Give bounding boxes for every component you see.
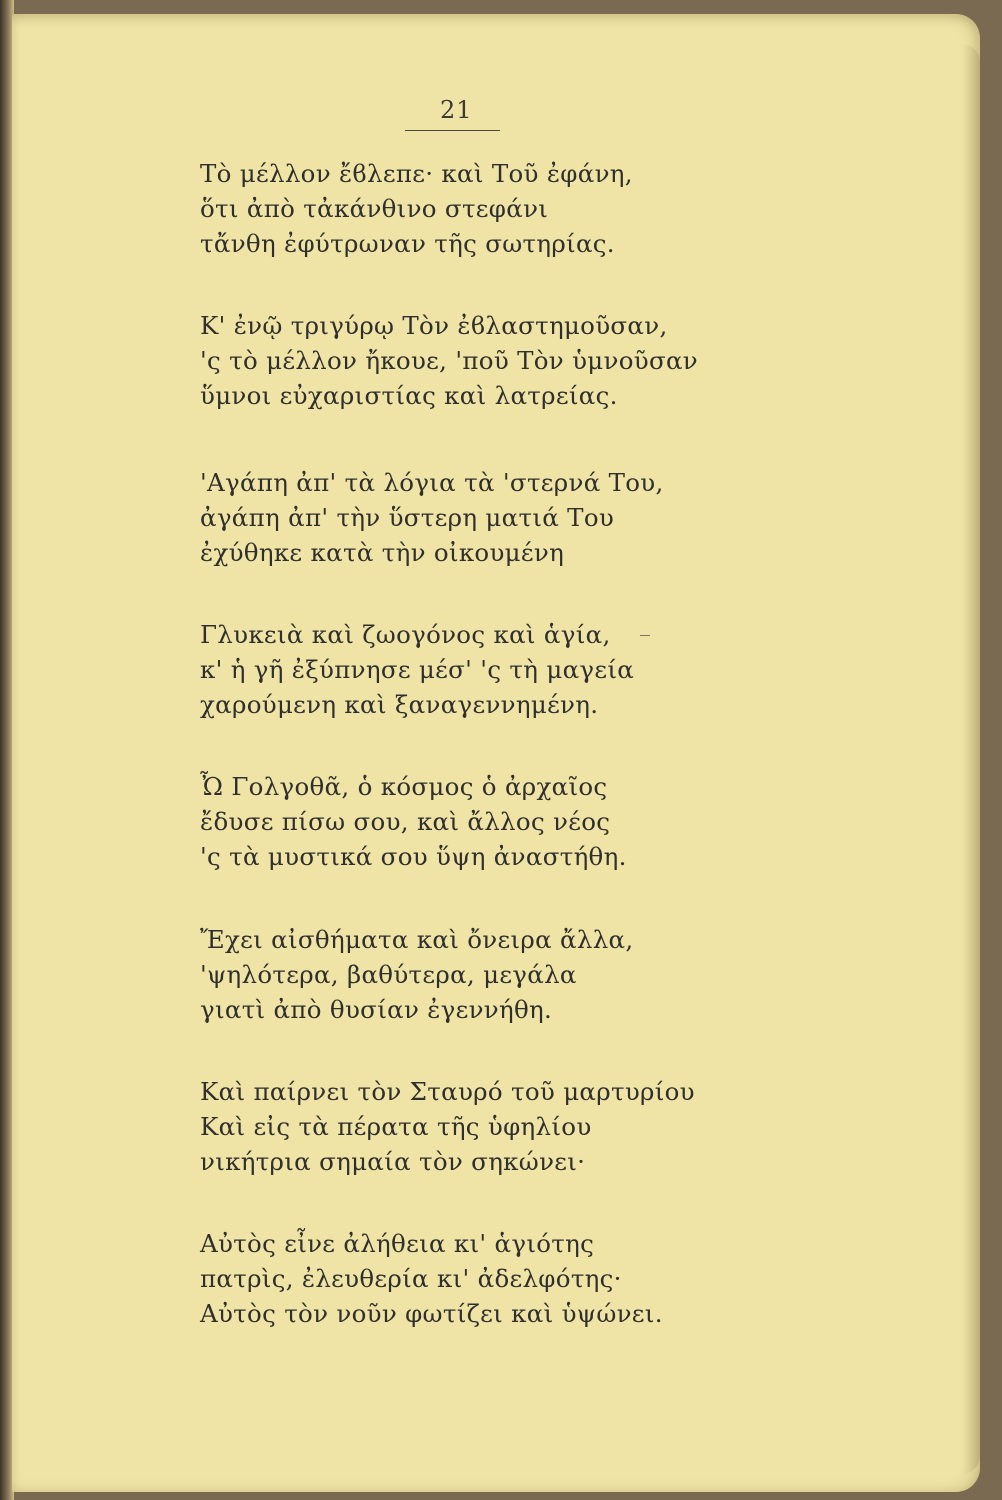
poem-line: ἀγάπη ἀπ' τὴν ὕστερη ματιά Του xyxy=(200,503,615,532)
poem-line: ὅτι ἀπὸ τἀκάνθινο στεφάνι xyxy=(200,194,549,223)
poem-line: 'ψηλότερα, βαθύτερα, μεγάλα xyxy=(200,960,577,989)
poem-line: Τὸ μέλλον ἔϐλεπε· καὶ Τοῦ ἐφάνη, xyxy=(200,159,633,188)
poem-line: 'ς τὰ μυστικά σου ὕψη ἀναστήθη. xyxy=(200,842,627,871)
poem-line: Ἔχει αἰσθήματα καὶ ὄνειρα ἄλλα, xyxy=(200,925,634,954)
poem-line: Καὶ παίρνει τὸν Σταυρό τοῦ μαρτυρίου xyxy=(200,1077,695,1106)
page-edge-shadow xyxy=(962,44,980,1474)
stanza-1 xyxy=(200,156,800,261)
page-number: 21 xyxy=(440,96,473,124)
poem-line: γιατὶ ἀπὸ θυσίαν ἐγεννήθη. xyxy=(200,995,553,1024)
poem-line: Καὶ εἰς τὰ πέρατα τῆς ὑφηλίου xyxy=(200,1112,592,1141)
poem-line: 'Αγάπη ἀπ' τὰ λόγια τὰ 'στερνά Του, xyxy=(200,468,664,497)
poem-line: ἐχύθηκε κατὰ τὴν οἰκουμένη xyxy=(200,538,565,567)
poem-line: Αὐτὸς εἶνε ἀλήθεια κι' ἁγιότης xyxy=(200,1229,595,1258)
poem-line: πατρὶς, ἐλευθερία κι' ἀδελφότης· xyxy=(200,1264,622,1293)
stanza-6 xyxy=(200,922,800,1027)
poem-line: Ὦ Γολγοθᾶ, ὁ κόσμος ὁ ἀρχαῖος xyxy=(200,772,608,801)
stanza-8 xyxy=(200,1226,800,1331)
poem-line: 'ς τὸ μέλλον ἤκουε, 'ποῦ Τὸν ὑμνοῦσαν xyxy=(200,346,699,375)
poem-line: κ' ἡ γῆ ἐξύπνησε μέσ' 'ς τὴ μαγεία xyxy=(200,655,635,684)
poem-line: ἔδυσε πίσω σου, καὶ ἄλλος νέος xyxy=(200,807,611,836)
poem-line: νικήτρια σημαία τὸν σηκώνει· xyxy=(200,1147,586,1176)
poem-line: χαρούμενη καὶ ξαναγεννημένη. xyxy=(200,690,599,719)
stanza-7 xyxy=(200,1074,800,1179)
page-number-rule xyxy=(405,130,500,131)
poem-line: τἄνθη ἐφύτρωναν τῆς σωτηρίας. xyxy=(200,229,615,258)
stanza-5 xyxy=(200,769,800,874)
stanza-2 xyxy=(200,308,800,413)
poem-line: ὕμνοι εὐχαριστίας καὶ λατρείας. xyxy=(200,381,618,410)
stanza-3 xyxy=(200,465,800,570)
poem-line: Κ' ἐνῷ τριγύρῳ Τὸν ἐϐλαστημοῦσαν, xyxy=(200,311,668,340)
poem-line: Γλυκειὰ καὶ ζωογόνος καὶ ἁγία, xyxy=(200,620,611,649)
poem-line: Αὐτὸς τὸν νοῦν φωτίζει καὶ ὑψώνει. xyxy=(200,1299,663,1328)
stanza-4 xyxy=(200,617,800,722)
